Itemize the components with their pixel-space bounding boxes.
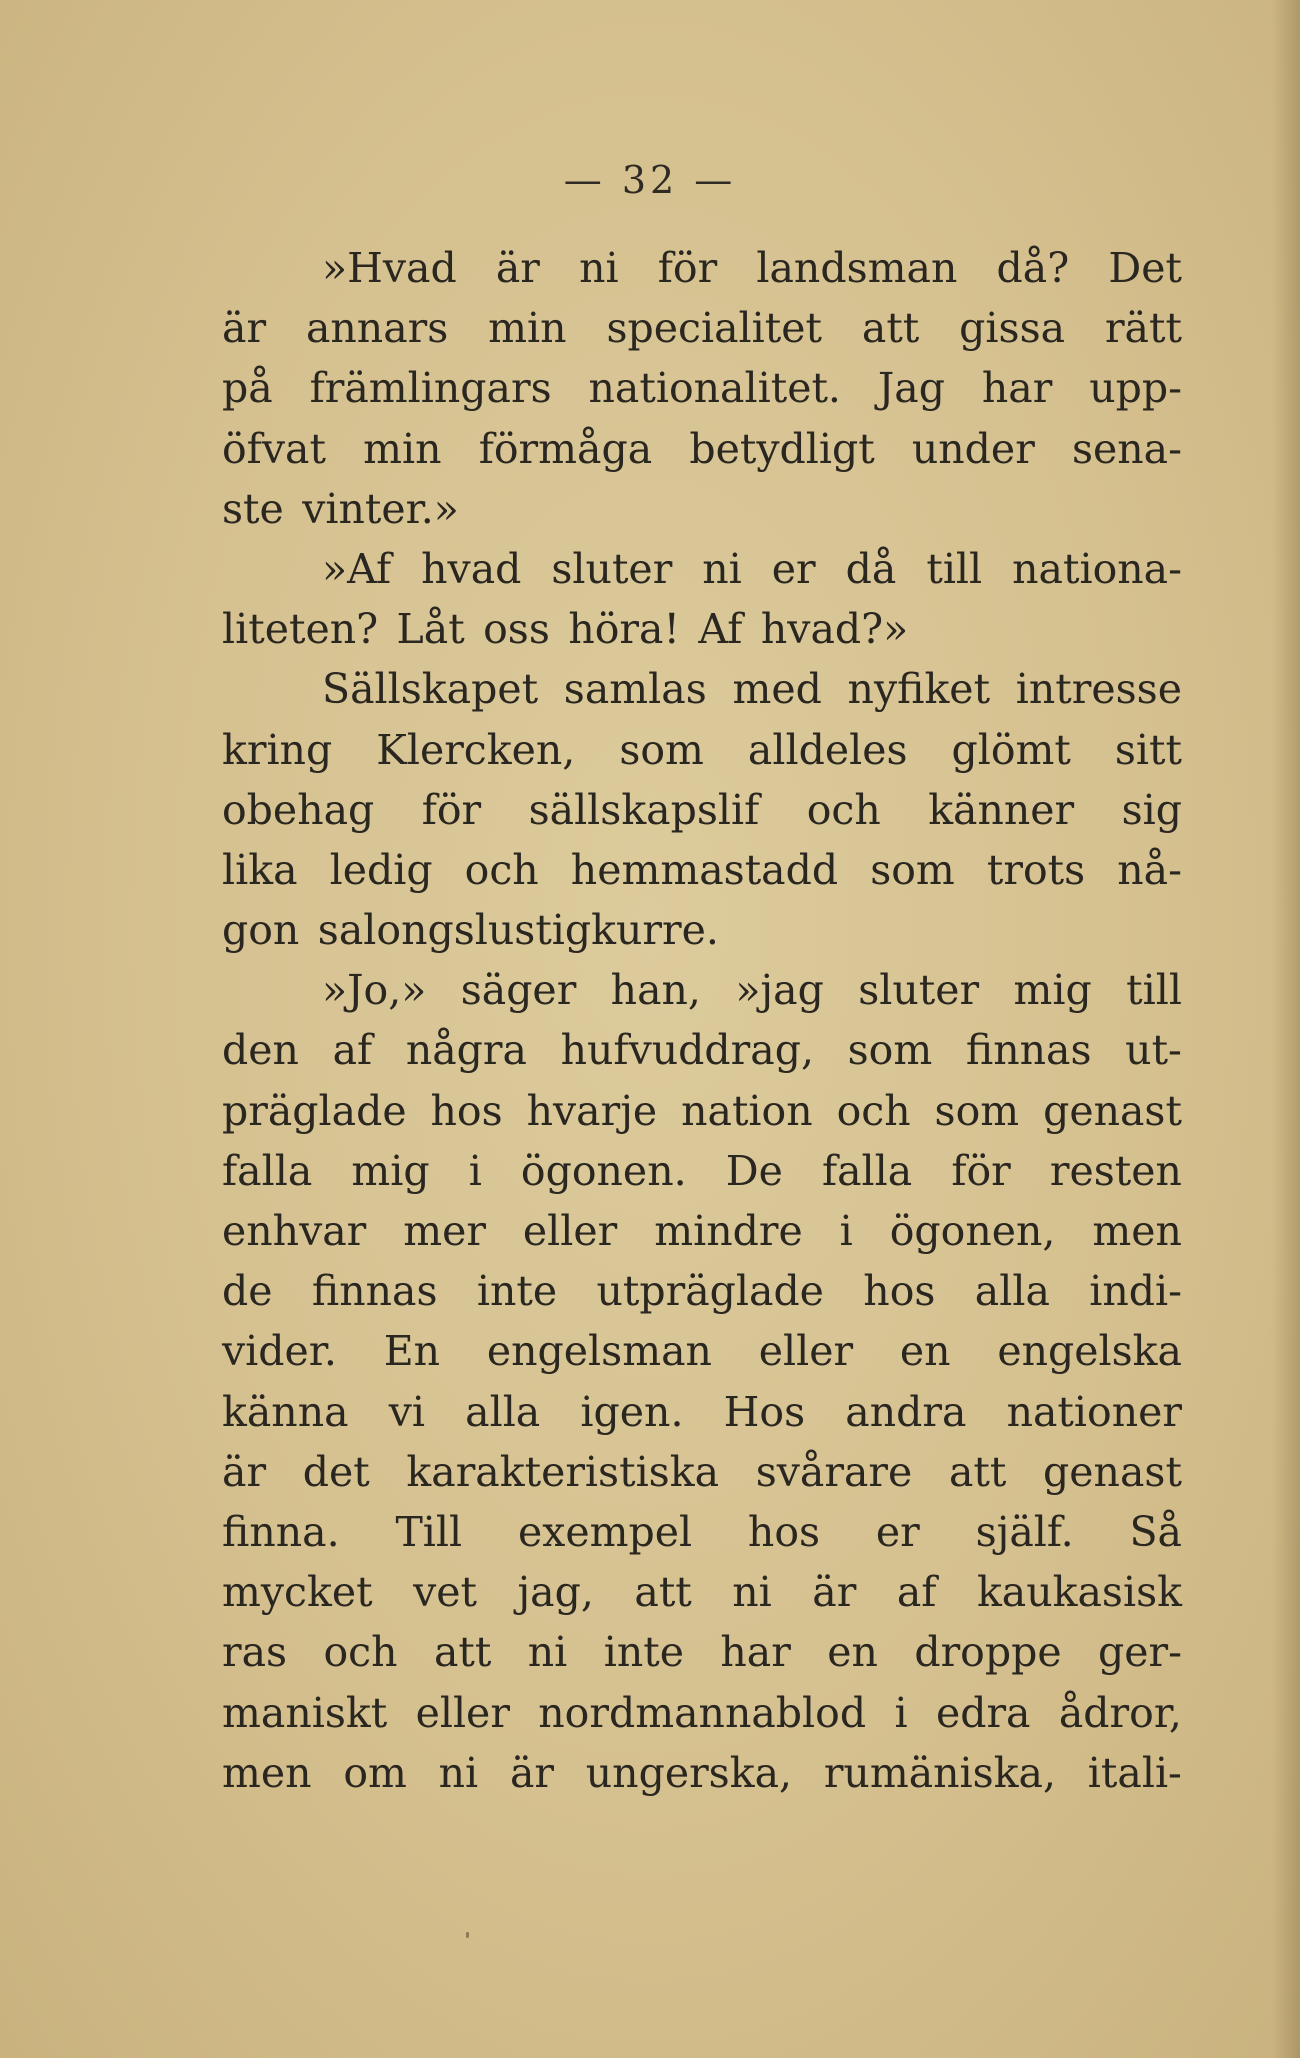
word: trots — [986, 845, 1086, 894]
word: ut- — [1125, 1026, 1182, 1075]
word: kaukasisk — [976, 1568, 1182, 1617]
text-line — [222, 960, 1182, 1020]
word: han, — [610, 966, 701, 1015]
word: inte — [603, 1628, 684, 1677]
word: förmåga — [478, 424, 653, 473]
word: att — [861, 304, 920, 353]
word: vet — [413, 1568, 477, 1617]
word: mycket — [222, 1568, 373, 1617]
word: att — [433, 1628, 492, 1677]
word: för — [657, 244, 718, 292]
word: som — [847, 1026, 933, 1075]
word: ögonen, — [889, 1207, 1056, 1255]
word: engelsman — [486, 1327, 712, 1376]
word: vi — [388, 1387, 425, 1436]
word: till — [1126, 966, 1182, 1015]
word: er — [875, 1507, 920, 1556]
word: sitt — [1114, 725, 1182, 774]
word: mig — [351, 1146, 430, 1195]
word: maniskt — [222, 1688, 388, 1737]
word: öfvat — [222, 424, 326, 473]
word: en — [899, 1327, 951, 1376]
word: falla — [821, 1146, 913, 1195]
word: i — [839, 1207, 853, 1255]
word: landsman — [756, 244, 958, 292]
word: intresse — [1015, 665, 1182, 714]
text-line — [222, 358, 1182, 418]
word: alldeles — [747, 725, 908, 774]
word: af — [332, 1026, 373, 1075]
word: nyfiket — [847, 665, 991, 714]
word: genast — [1043, 1447, 1182, 1496]
word: hvarje — [526, 1086, 658, 1135]
word: och — [836, 1086, 911, 1135]
word: som — [934, 1086, 1020, 1135]
word: liteten? — [222, 605, 379, 654]
word: min — [488, 304, 567, 353]
word: Sällskapet — [322, 665, 539, 714]
word: om — [343, 1748, 407, 1797]
word: ger- — [1098, 1628, 1182, 1677]
paper-speck — [466, 1932, 469, 1938]
word: eller — [758, 1327, 854, 1376]
text-line — [222, 1261, 1182, 1321]
word: med — [732, 665, 822, 714]
word: Hos — [723, 1387, 806, 1436]
word: gon — [222, 906, 300, 955]
word: igen. — [580, 1387, 684, 1436]
word: vider. — [222, 1327, 337, 1376]
word: eller — [415, 1688, 510, 1737]
word: har — [981, 364, 1053, 413]
word: engelska — [997, 1327, 1182, 1376]
word: indi- — [1089, 1267, 1182, 1316]
word: salongslustigkurre. — [317, 906, 719, 955]
text-line — [222, 1321, 1182, 1381]
text-line — [222, 1442, 1182, 1502]
word: enhvar — [222, 1207, 367, 1255]
word: höra! — [568, 605, 680, 654]
word: alla — [974, 1267, 1050, 1316]
word: »Jo,» — [322, 966, 427, 1015]
text-line — [222, 840, 1182, 900]
word: Af — [698, 605, 743, 654]
word: inte — [476, 1267, 558, 1316]
text-line — [222, 1201, 1182, 1261]
word: mig — [1013, 966, 1092, 1015]
word: ni — [438, 1748, 479, 1797]
text-line — [222, 1683, 1182, 1743]
word: annars — [305, 304, 449, 353]
word: ni — [732, 1568, 772, 1617]
word: betydligt — [689, 424, 875, 473]
word: för — [421, 785, 482, 834]
word: utpräglade — [596, 1267, 824, 1316]
word: Jag — [877, 364, 945, 413]
word: rätt — [1104, 304, 1182, 353]
word: är — [509, 1748, 554, 1797]
word: svårare — [755, 1447, 913, 1496]
word: för — [951, 1146, 1011, 1195]
word: Klercken, — [376, 725, 576, 774]
text-line — [222, 599, 1182, 659]
word: känna — [222, 1387, 349, 1436]
word: känner — [928, 785, 1075, 834]
word: ådror, — [1058, 1688, 1182, 1737]
word: eller — [522, 1207, 618, 1255]
word: vinter.» — [302, 484, 459, 533]
word: hos — [747, 1507, 821, 1556]
word: nordmannablod — [538, 1688, 867, 1737]
word: ungerska, — [585, 1748, 793, 1797]
word: i — [468, 1146, 482, 1195]
word: ledig — [329, 845, 433, 894]
word: karakteristiska — [406, 1447, 720, 1496]
word: sena- — [1071, 424, 1182, 473]
word: nationer — [1006, 1387, 1182, 1436]
word: hos — [863, 1267, 936, 1316]
word: sluter — [551, 544, 673, 593]
text-line — [222, 780, 1182, 840]
text-line — [222, 238, 1182, 298]
word: er — [771, 544, 816, 593]
word: hvad?» — [760, 605, 909, 654]
word: »Af — [322, 544, 392, 593]
word: några — [405, 1026, 527, 1075]
word: glömt — [951, 725, 1071, 774]
word: som — [870, 845, 955, 894]
word: på — [222, 364, 273, 413]
word: hos — [430, 1086, 503, 1135]
word: af — [896, 1568, 937, 1617]
text-line — [222, 1382, 1182, 1442]
word: till — [926, 544, 983, 593]
word: edra — [935, 1688, 1031, 1737]
word: ras — [222, 1628, 288, 1677]
word: är — [222, 304, 267, 353]
word: Till — [395, 1507, 463, 1556]
text-line — [222, 539, 1182, 599]
word: och — [464, 845, 539, 894]
page-edge-shadow — [1272, 0, 1300, 2058]
word: itali- — [1087, 1748, 1182, 1797]
word: då — [845, 544, 897, 593]
word: gissa — [959, 304, 1066, 353]
word: hemmastadd — [570, 845, 839, 894]
word: jag, — [517, 1568, 594, 1617]
word: lika — [222, 845, 298, 894]
body-text — [222, 238, 1182, 1803]
word: i — [894, 1688, 908, 1737]
word: andra — [845, 1387, 967, 1436]
text-line — [222, 1622, 1182, 1682]
word: sluter — [858, 966, 980, 1015]
word: resten — [1049, 1146, 1182, 1195]
word: har — [720, 1628, 791, 1677]
word: mer — [403, 1207, 486, 1255]
word: är — [222, 1447, 267, 1496]
word: sig — [1121, 785, 1182, 834]
word: alla — [465, 1387, 541, 1436]
word: ste — [222, 484, 284, 533]
word: som — [619, 725, 704, 774]
word: den — [222, 1026, 299, 1075]
text-line — [222, 479, 1182, 539]
word: präglade — [222, 1086, 407, 1135]
word: rumäniska, — [823, 1748, 1057, 1797]
word: ni — [579, 244, 619, 292]
word: ögonen. — [520, 1146, 687, 1195]
text-line — [222, 298, 1182, 358]
word: mindre — [654, 1207, 803, 1255]
word: »jag — [735, 966, 824, 1015]
word: ni — [527, 1628, 568, 1677]
word: Det — [1108, 244, 1182, 292]
page-number: — 32 — — [563, 158, 737, 202]
word: men — [222, 1748, 312, 1797]
word: upp- — [1089, 364, 1182, 413]
word: finnas — [965, 1026, 1092, 1075]
word: »Hvad — [322, 244, 457, 292]
word: sällskapslif — [528, 785, 760, 834]
word: hvad — [421, 544, 522, 593]
word: En — [383, 1327, 441, 1376]
text-line — [222, 1081, 1182, 1141]
word: genast — [1043, 1086, 1182, 1135]
text-line — [222, 1562, 1182, 1622]
text-line — [222, 419, 1182, 479]
word: kring — [222, 725, 333, 774]
word: falla — [222, 1146, 313, 1195]
text-line — [222, 720, 1182, 780]
word: säger — [460, 966, 577, 1015]
word: är — [812, 1568, 857, 1617]
text-line — [222, 1020, 1182, 1080]
word: och — [323, 1628, 398, 1677]
word: obehag — [222, 785, 375, 834]
word: nation — [681, 1086, 813, 1135]
word: under — [911, 424, 1035, 473]
word: finnas — [311, 1267, 438, 1316]
word: specialitet — [606, 304, 822, 353]
text-line — [222, 1743, 1182, 1803]
text-line — [222, 1141, 1182, 1201]
word: Låt — [396, 605, 465, 654]
word: finna. — [222, 1507, 340, 1556]
word: ni — [702, 544, 742, 593]
word: nationa- — [1012, 544, 1182, 593]
word: är — [495, 244, 540, 292]
word: att — [634, 1568, 692, 1617]
word: De — [725, 1146, 783, 1195]
word: nationalitet. — [588, 364, 841, 413]
word: exempel — [517, 1507, 693, 1556]
word: men — [1092, 1207, 1182, 1255]
word: min — [363, 424, 442, 473]
text-line — [222, 659, 1182, 719]
word: då? — [996, 244, 1070, 292]
word: att — [948, 1447, 1007, 1496]
word: Så — [1129, 1507, 1182, 1556]
word: själf. — [975, 1507, 1074, 1556]
word: oss — [483, 605, 550, 654]
text-line — [222, 1502, 1182, 1562]
word: en — [827, 1628, 878, 1677]
word: droppe — [914, 1628, 1062, 1677]
word: främlingars — [309, 364, 552, 413]
word: samlas — [563, 665, 707, 714]
word: det — [302, 1447, 370, 1496]
word: hufvuddrag, — [560, 1026, 814, 1075]
word: och — [806, 785, 881, 834]
word: nå- — [1117, 845, 1182, 894]
text-line — [222, 900, 1182, 960]
word: de — [222, 1267, 273, 1316]
